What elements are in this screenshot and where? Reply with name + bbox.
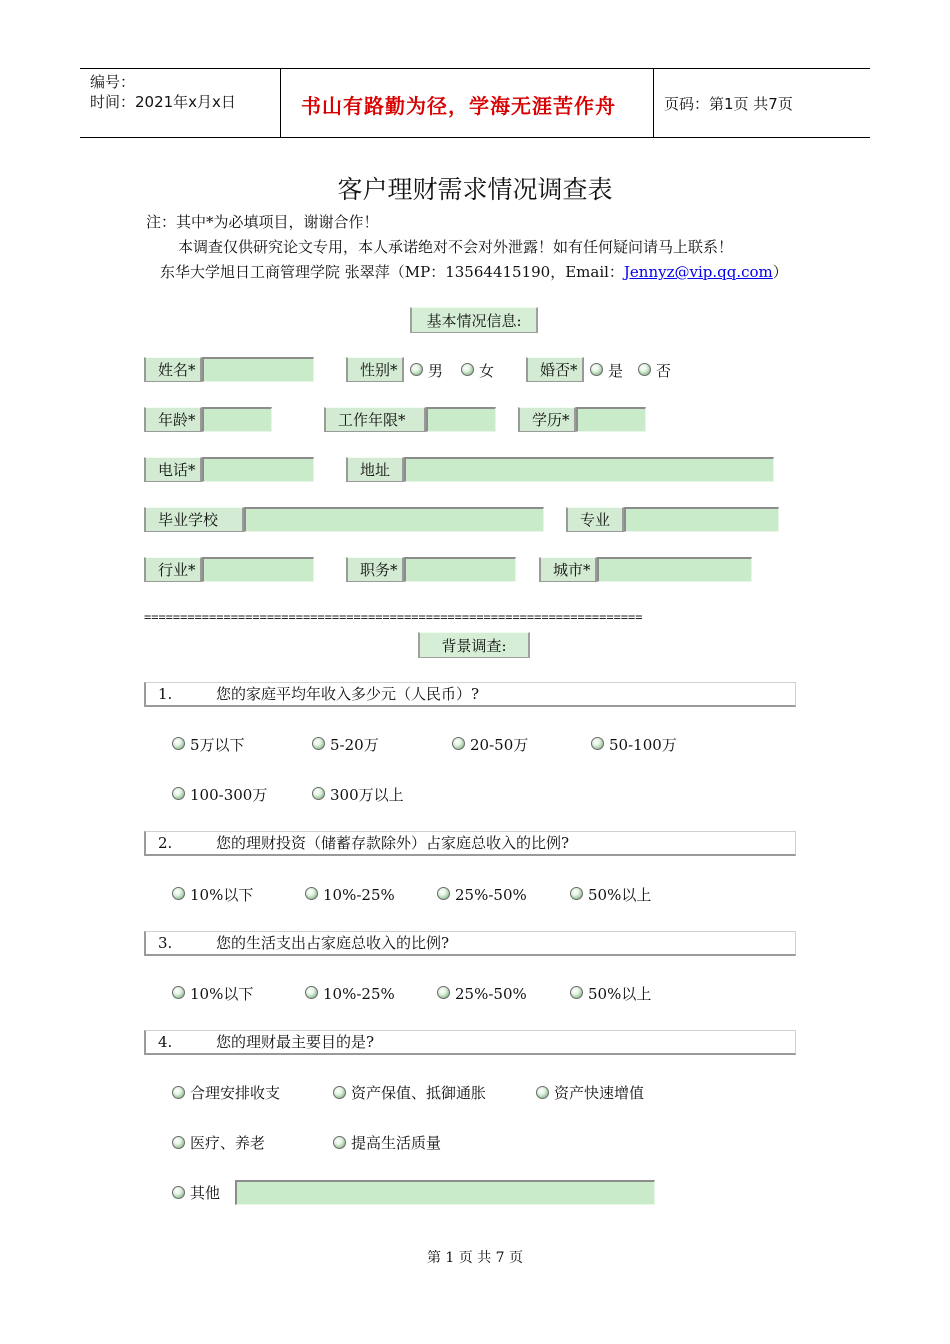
q4-option-3-label: 资产快速增值 [554,1084,645,1102]
q4-other-input[interactable] [235,1180,655,1205]
basic-section-title: 基本情况信息: [410,307,538,333]
name-input[interactable] [202,357,314,382]
phone-label: 电话* [144,457,202,482]
q3-option-4-radio[interactable] [570,986,583,999]
q2-option-3-radio[interactable] [437,887,450,900]
gender-label: 性别* [346,357,404,382]
question-4 [144,1030,796,1055]
page-footer: 第 1 页 共 7 页 [426,1250,524,1266]
note-line-1: 注：其中*为必填项目，谢谢合作！ [146,213,379,231]
major-input[interactable] [624,507,779,532]
industry-label: 行业* [144,557,202,582]
q4-option-2-radio[interactable] [333,1086,346,1099]
phone-input[interactable] [202,457,314,482]
q4-option-5-radio[interactable] [333,1136,346,1149]
separator: ===================================================================== [144,610,643,624]
gender-male-radio[interactable] [410,363,423,376]
q1-option-2-radio[interactable] [312,737,325,750]
q4-option-5-label: 提高生活质量 [351,1134,442,1152]
q1-option-4-label: 50-100万 [609,736,677,754]
gender-male-label: 男 [428,362,444,380]
education-input[interactable] [576,407,646,432]
question-number: 3. [158,934,173,952]
gender-female-label: 女 [479,362,495,380]
q1-option-5-radio[interactable] [172,787,185,800]
position-label: 职务* [346,557,404,582]
school-input[interactable] [244,507,544,532]
motto: 书山有路勤为径，学海无涯苦作舟 [301,94,616,118]
question-number: 4. [158,1033,173,1051]
q4-option-1-radio[interactable] [172,1086,185,1099]
contact-text: 东华大学旭日工商管理学院 张翠萍（MP：13564415190，Email： [160,263,624,281]
gender-female-radio[interactable] [461,363,474,376]
q4-option-1-label: 合理安排收支 [190,1084,281,1102]
q3-option-3-radio[interactable] [437,986,450,999]
q4-option-4-label: 医疗、养老 [190,1134,266,1152]
q4-option-4-radio[interactable] [172,1136,185,1149]
note-line-3 [160,261,788,282]
q1-option-1-radio[interactable] [172,737,185,750]
page-header [80,68,870,138]
question-1 [144,682,796,707]
married-label: 婚否* [526,357,584,382]
q1-option-4-radio[interactable] [591,737,604,750]
q4-option-2-label: 资产保值、抵御通胀 [351,1084,487,1102]
address-input[interactable] [404,457,774,482]
note-line-2: 本调查仅供研究论文专用，本人承诺绝对不会对外泄露！如有任何疑问请马上联系！ [178,238,734,256]
header-motto-cell [281,69,654,137]
address-label: 地址 [346,457,404,482]
question-text: 您的理财最主要目的是? [216,1033,375,1051]
q3-option-1-label: 10%以下 [190,985,254,1003]
city-label: 城市* [539,557,597,582]
married-no-label: 否 [656,362,672,380]
school-label: 毕业学校 [144,507,244,532]
married-yes-label: 是 [608,362,624,380]
question-text: 您的生活支出占家庭总收入的比例? [216,934,450,952]
q4-option-3-radio[interactable] [536,1086,549,1099]
q3-option-1-radio[interactable] [172,986,185,999]
q2-option-2-radio[interactable] [305,887,318,900]
q2-option-4-radio[interactable] [570,887,583,900]
email-link[interactable]: Jennyz@vip.qq.com [623,263,773,281]
work-years-label: 工作年限* [324,407,426,432]
q1-option-6-label: 300万以上 [330,786,404,804]
time-label: 时间：2021年x月x日 [90,93,236,111]
q1-option-5-label: 100-300万 [190,786,268,804]
married-yes-radio[interactable] [590,363,603,376]
q1-option-1-label: 5万以下 [190,736,245,754]
work-years-input[interactable] [426,407,496,432]
header-page-cell [654,69,870,137]
position-input[interactable] [404,557,516,582]
q1-option-6-radio[interactable] [312,787,325,800]
background-section-title: 背景调查: [418,632,530,658]
q2-option-2-label: 10%-25% [323,886,395,904]
question-number: 1. [158,685,173,703]
age-input[interactable] [202,407,272,432]
q2-option-4-label: 50%以上 [588,886,652,904]
page-info: 页码：第1页 共7页 [664,95,793,113]
q1-option-2-label: 5-20万 [330,736,379,754]
header-meta [80,69,281,137]
major-label: 专业 [566,507,624,532]
education-label: 学历* [518,407,576,432]
industry-input[interactable] [202,557,314,582]
married-no-radio[interactable] [638,363,651,376]
question-number: 2. [158,834,173,852]
q3-option-3-label: 25%-50% [455,985,527,1003]
page-title: 客户理财需求情况调查表 [337,175,613,204]
q3-option-2-radio[interactable] [305,986,318,999]
q4-option-6-radio[interactable] [172,1186,185,1199]
question-3 [144,931,796,956]
q1-option-3-radio[interactable] [452,737,465,750]
question-text: 您的理财投资（储蓄存款除外）占家庭总收入的比例? [216,834,570,852]
q1-option-3-label: 20-50万 [470,736,529,754]
contact-suffix: ） [772,263,788,281]
question-text: 您的家庭平均年收入多少元（人民币）? [216,685,480,703]
q2-option-3-label: 25%-50% [455,886,527,904]
question-2 [144,831,796,856]
number-label: 编号： [90,73,136,91]
q3-option-4-label: 50%以上 [588,985,652,1003]
age-label: 年龄* [144,407,202,432]
q2-option-1-label: 10%以下 [190,886,254,904]
q2-option-1-radio[interactable] [172,887,185,900]
name-label: 姓名* [144,357,202,382]
q4-option-6-label: 其他 [190,1184,221,1202]
city-input[interactable] [597,557,752,582]
q3-option-2-label: 10%-25% [323,985,395,1003]
